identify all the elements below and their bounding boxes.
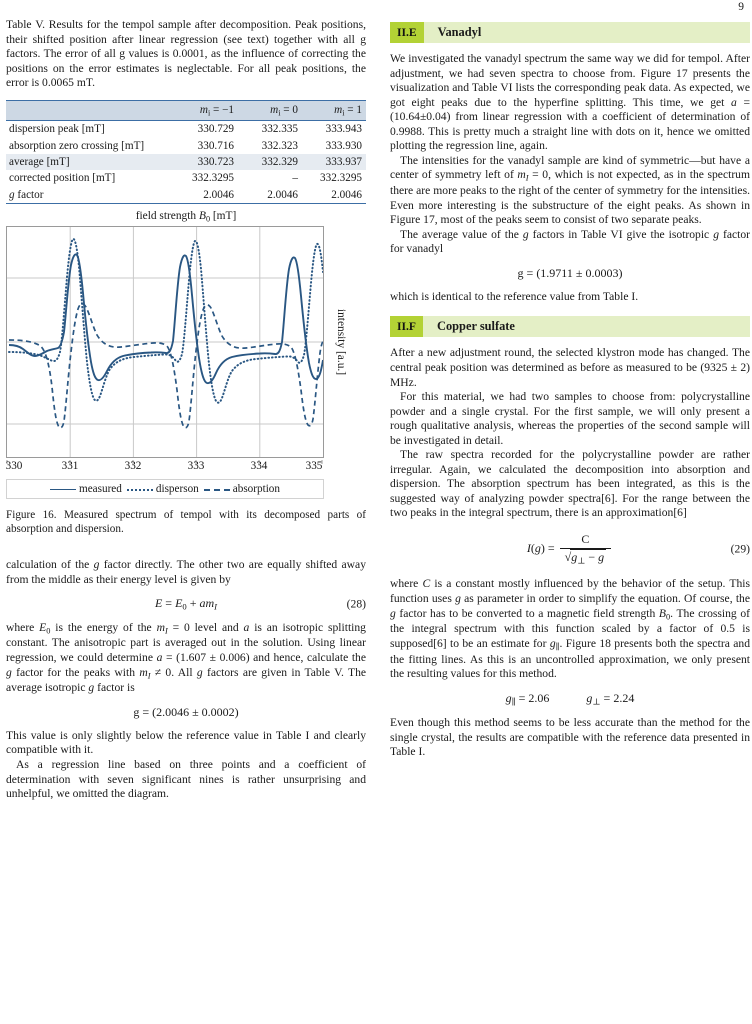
equation-29-body: I(g) = $\frac{C}{√g_\perp - g}$ [527, 532, 613, 566]
chart-gridlines [7, 227, 323, 457]
xtick-label: 334 [250, 460, 268, 473]
section-number-badge: II.E [390, 22, 424, 43]
vanadyl-paragraph-4: which is identical to the reference value from Table I. [390, 289, 639, 303]
figure-caption-text: Measured spectrum of tempol with its decomposed parts of absorption and dispersion. [6, 509, 366, 536]
legend-label: measured [79, 483, 122, 496]
legend-swatch-dotted-icon [127, 485, 153, 494]
chart-ylabel: intensity [a.u.] [335, 309, 347, 376]
row-value: 330.723 [197, 155, 234, 168]
chart-legend [6, 479, 324, 499]
row-value: 332.3295 [320, 172, 362, 185]
copper-paragraph-3: The raw spectra recorded for the polycrystalline powder are rather irregular. Again, we calculated the decomposition into absorption and dispersion. The absorption spectrum has been integrated, as this is the suggested way of analyzing powder spectra[6]. For the range between the two peaks in the integral spectrum, there is an approximation[6] [390, 448, 750, 520]
series-absorption [9, 304, 323, 428]
series-dispersion [9, 239, 323, 403]
row-value: – [292, 172, 298, 185]
chart-axis-title: field strength $B_0$ [mT] [135, 209, 237, 224]
right-column [390, 18, 750, 802]
row-label: dispersion peak [mT] [9, 123, 105, 136]
row-value: 332.3295 [192, 172, 234, 185]
equation-g-tempol-body: g = (2.0046 ± 0.0002) [133, 704, 239, 719]
body-paragraph-2: where $E_0$ is the energy of the $m_I = 0$ level and a is an isotropic splitting constant. The anisotropic part is averaged out in the solution. Using linear regression, we could determine a = (1.607 ± 0.006) and hence, calculate the g factor for the peaks with $m_I \ne 0$. All g factors are given in Table V. The average isotropic g factor is [6, 620, 367, 695]
xtick-label: 333 [187, 460, 205, 473]
page-number: 9 [738, 1, 744, 13]
equation-g-parallel: $g_\parallel = 2.06$ [505, 690, 550, 707]
equation-g-vanadyl [390, 266, 750, 281]
table-header-mi-plus1: $m_i = 1$ [302, 100, 366, 120]
vanadyl-paragraph-1: We investigated the vanadyl spectrum the same way we did for tempol. After adjustment, we had seven spectra to choose from. Figure 17 presents the visualization and Table VI lists the corresponding peak data. As expected, we got eight peaks due to the hyperfine splitting. This time, we get a = (10.64±0.04) from linear regression with a coefficient of determination of 0.9988. This is pretty much a straight line with dots on it, hence we omitted plotting the regression line, again. [390, 52, 750, 153]
body-paragraph-4: As a regression line based on three points and a coefficient of determination with seven significant nines is rather unsurprising and unhelpful, we omitted the diagram. [6, 758, 366, 801]
table-caption: Table V. Results for the tempol sample after decomposition. Peak positions, their shifted position after linear regression (see text) together with all g factors. The error of all g values is 0.0001, as the influence of correcting the positions on the error estimates is neglectable. For all peak positions, the error is 0.0065 mT. [6, 18, 366, 90]
xtick-label: 335 [305, 460, 323, 473]
legend-swatch-solid-icon [50, 485, 76, 494]
copper-paragraph-1: After a new adjustment round, the selected klystron mode has changed. The central peak position was determined as before as measured to be (9325 ± 2) MHz. [390, 346, 750, 389]
row-label: g factor [6, 186, 174, 203]
figure-16 [6, 210, 366, 499]
section-number-badge: II.F [390, 316, 423, 337]
chart-ylabel-area [330, 226, 352, 458]
xtick-label: 332 [124, 460, 142, 473]
table-row [6, 186, 366, 203]
equation-28-body: $E = E_0 + am_I$ [154, 596, 218, 612]
equation-g-vanadyl-body: g = (1.9711 ± 0.0003) [517, 265, 623, 280]
section-heading-vanadyl [390, 22, 750, 43]
series-measured [9, 255, 323, 384]
row-value: 332.329 [261, 155, 298, 168]
copper-paragraph-4: where C is a constant mostly influenced by the behavior of the setup. This function uses g as parameter in order to simplify the equation. Of course, the g factor has to be converted to a magnetic field strength $B_0$. The crossing of the integral spectrum with this function scaled by a factor of 0.5 is supposed[6] to be an estimate for $g_\parallel$. Figure 18 presents both the spectra and the fitting lines. As this is an uncontrolled approximation, we only present the resulting values for this method. [390, 577, 750, 681]
section-title: Copper sulfate [437, 319, 515, 334]
equation-g-perp: $g_\perp = 2.24$ [586, 690, 635, 707]
section-title: Vanadyl [437, 25, 482, 39]
row-value: 333.930 [325, 139, 362, 152]
figure-caption [6, 508, 366, 536]
table-header-row [6, 100, 366, 120]
legend-item-absorption [204, 483, 280, 495]
equation-28-number: (28) [346, 597, 366, 611]
figure-caption-label: Figure 16. [6, 509, 57, 522]
body-paragraph-3: This value is only slightly below the reference value in Table I and clearly compatible with it. [6, 728, 366, 757]
spectrum-svg [7, 227, 323, 457]
chart-xaxis-ticks [6, 458, 324, 474]
xtick-label: 331 [61, 460, 79, 473]
table-row [6, 154, 366, 170]
table-row [6, 170, 366, 186]
legend-label: disperson [155, 483, 199, 496]
equation-g-values [390, 691, 750, 707]
g-symbol: g [9, 188, 15, 201]
row-value: 330.716 [197, 139, 234, 152]
equation-29-denominator [560, 548, 612, 566]
row-value: 332.335 [261, 123, 298, 136]
row-label: average [mT] [9, 155, 70, 168]
equation-29-fraction [560, 532, 612, 566]
equation-28 [6, 596, 366, 611]
left-column [6, 18, 366, 802]
chart-canvas [6, 226, 324, 458]
results-table-v [6, 100, 366, 204]
row-value: 332.323 [261, 139, 298, 152]
equation-29 [390, 532, 750, 566]
table-row [6, 120, 366, 137]
xtick-label: 330 [5, 460, 23, 473]
equation-g-tempol [6, 705, 366, 720]
sqrt-icon: $√g_\perp - g$ [564, 550, 605, 566]
table-header-mi-minus1: $m_i = -1$ [174, 100, 238, 120]
table-header-mi-zero: $m_i = 0$ [238, 100, 302, 120]
row-value: 333.937 [325, 155, 362, 168]
row-value: 2.0046 [302, 186, 366, 203]
row-value: 333.943 [325, 123, 362, 136]
vanadyl-paragraph-3: The average value of the g factors in Table VI give the isotropic g factor for vanadyl [390, 227, 750, 256]
legend-item-dispersion [127, 483, 199, 495]
row-label: absorption zero crossing [mT] [9, 139, 145, 152]
chart-plot-area [6, 226, 366, 458]
body-paragraph-1: calculation of the g factor directly. The other two are equally shifted away from the middle as their energy level is given by [6, 558, 366, 586]
table-header-blank [6, 100, 174, 120]
row-label: corrected position [mT] [9, 172, 116, 185]
copper-paragraph-5: Even though this method seems to be less accurate than the method for the single crystal, the results are compatible with the reference data presented in Table I. [390, 716, 750, 759]
row-value: 2.0046 [174, 186, 238, 203]
row-value: 330.729 [197, 123, 234, 136]
legend-item-measured [50, 483, 122, 495]
row-value: 2.0046 [238, 186, 302, 203]
equation-29-number: (29) [730, 542, 750, 556]
section-heading-copper-sulfate [390, 316, 750, 337]
legend-label: absorption [232, 483, 280, 496]
legend-swatch-dashed-icon [204, 485, 230, 494]
table-row [6, 137, 366, 153]
equation-29-numerator: C [581, 532, 590, 547]
copper-paragraph-2: For this material, we had two samples to choose from: polycrystalline powder and a single crystal. For the first sample, we will only present a rough qualitative analysis, whereas the properties of the second sample will be investigated in detail. [390, 390, 750, 447]
vanadyl-paragraph-2: The intensities for the vanadyl sample are kind of symmetric—but have a center of symmetry left of $m_I = 0$, which is not expected, as in the spectrum there are more peaks to the right of the center of symmetry for the intensities. Even more interesting is the substructure of the eight peaks. As shown in Figure 17, most of the peaks seem to consist of two separate peaks. [390, 153, 750, 227]
